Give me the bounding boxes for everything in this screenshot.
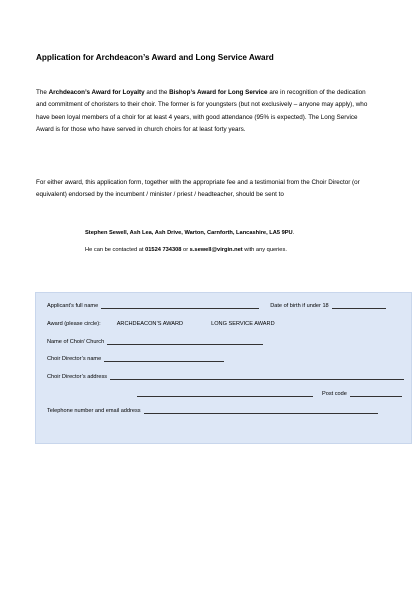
address-text: Stephen Sewell, Ash Lea, Ash Drive, Warton, Carnforth, Lancashire, LA5 9PU xyxy=(85,230,293,236)
choir-church-field[interactable] xyxy=(107,339,263,345)
choir-director-address-row xyxy=(47,374,407,380)
telephone-email-label: Telephone number and email address xyxy=(47,408,141,414)
award-option-long-service[interactable]: LONG SERVICE AWARD xyxy=(211,321,275,327)
postal-address xyxy=(85,230,294,236)
choir-director-address-label: Choir Director’s address xyxy=(47,374,108,380)
telephone-email-field[interactable] xyxy=(144,408,378,414)
choir-director-address-field-1[interactable] xyxy=(110,374,404,380)
award-row xyxy=(47,321,275,327)
full-name-field[interactable] xyxy=(101,303,259,309)
application-form-box xyxy=(35,292,412,444)
full-name-label: Applicant’s full name xyxy=(47,303,99,309)
contact-mid: or xyxy=(181,247,190,253)
telephone-email-row xyxy=(47,408,381,414)
choir-director-name-row xyxy=(47,356,227,362)
contact-prefix: He can be contacted at xyxy=(85,247,146,253)
contact-suffix: with any queries. xyxy=(242,247,287,253)
intro-text-1: The xyxy=(36,89,49,96)
archdeacon-award-name: Archdeacon’s Award for Loyalty xyxy=(48,89,145,96)
instructions-paragraph: For either award, this application form, together with the appropriate fee and a testimonial from the Choir Director (or equivalent) endorsed by the incumbent / minister / priest / headteacher, should be sent to xyxy=(36,179,360,199)
postcode-field[interactable] xyxy=(350,391,402,397)
full-name-row xyxy=(47,303,389,309)
dob-field[interactable] xyxy=(332,303,386,309)
award-option-archdeacon[interactable]: ARCHDEACON’S AWARD xyxy=(116,321,184,327)
choir-church-label: Name of Choir/ Church xyxy=(47,339,105,345)
choir-director-name-label: Choir Director’s name xyxy=(47,356,102,362)
choir-director-name-field[interactable] xyxy=(104,356,224,362)
choir-director-address-field-2[interactable] xyxy=(137,391,313,397)
intro-text-3: are in recognition of the dedication and commitment of choristers to their choir. The former is for youngsters (but not exclusively – anyone may apply), who have been loyal members of a choir for at least 4 years, with good attendance (95% is expected). The Long Service Award is for those who have served in church choirs for at least forty years. xyxy=(36,89,368,133)
address-line-2-row xyxy=(137,391,405,397)
contact-phone: 01524 734308 xyxy=(145,247,182,253)
intro-paragraph xyxy=(36,87,372,136)
address-end: . xyxy=(292,230,295,236)
bishop-award-name: Bishop’s Award for Long Service xyxy=(169,89,268,96)
contact-line xyxy=(85,247,287,253)
dob-label: Date of birth if under 18 xyxy=(270,303,329,309)
contact-email[interactable]: s.sewell@virgin.net xyxy=(189,247,243,253)
postcode-label: Post code xyxy=(322,391,347,397)
page-title: Application for Archdeacon’s Award and Long Service Award xyxy=(36,53,274,62)
award-label: Award (please circle): xyxy=(47,321,101,327)
intro-text-2: and the xyxy=(144,89,170,96)
choir-church-row xyxy=(47,339,266,345)
